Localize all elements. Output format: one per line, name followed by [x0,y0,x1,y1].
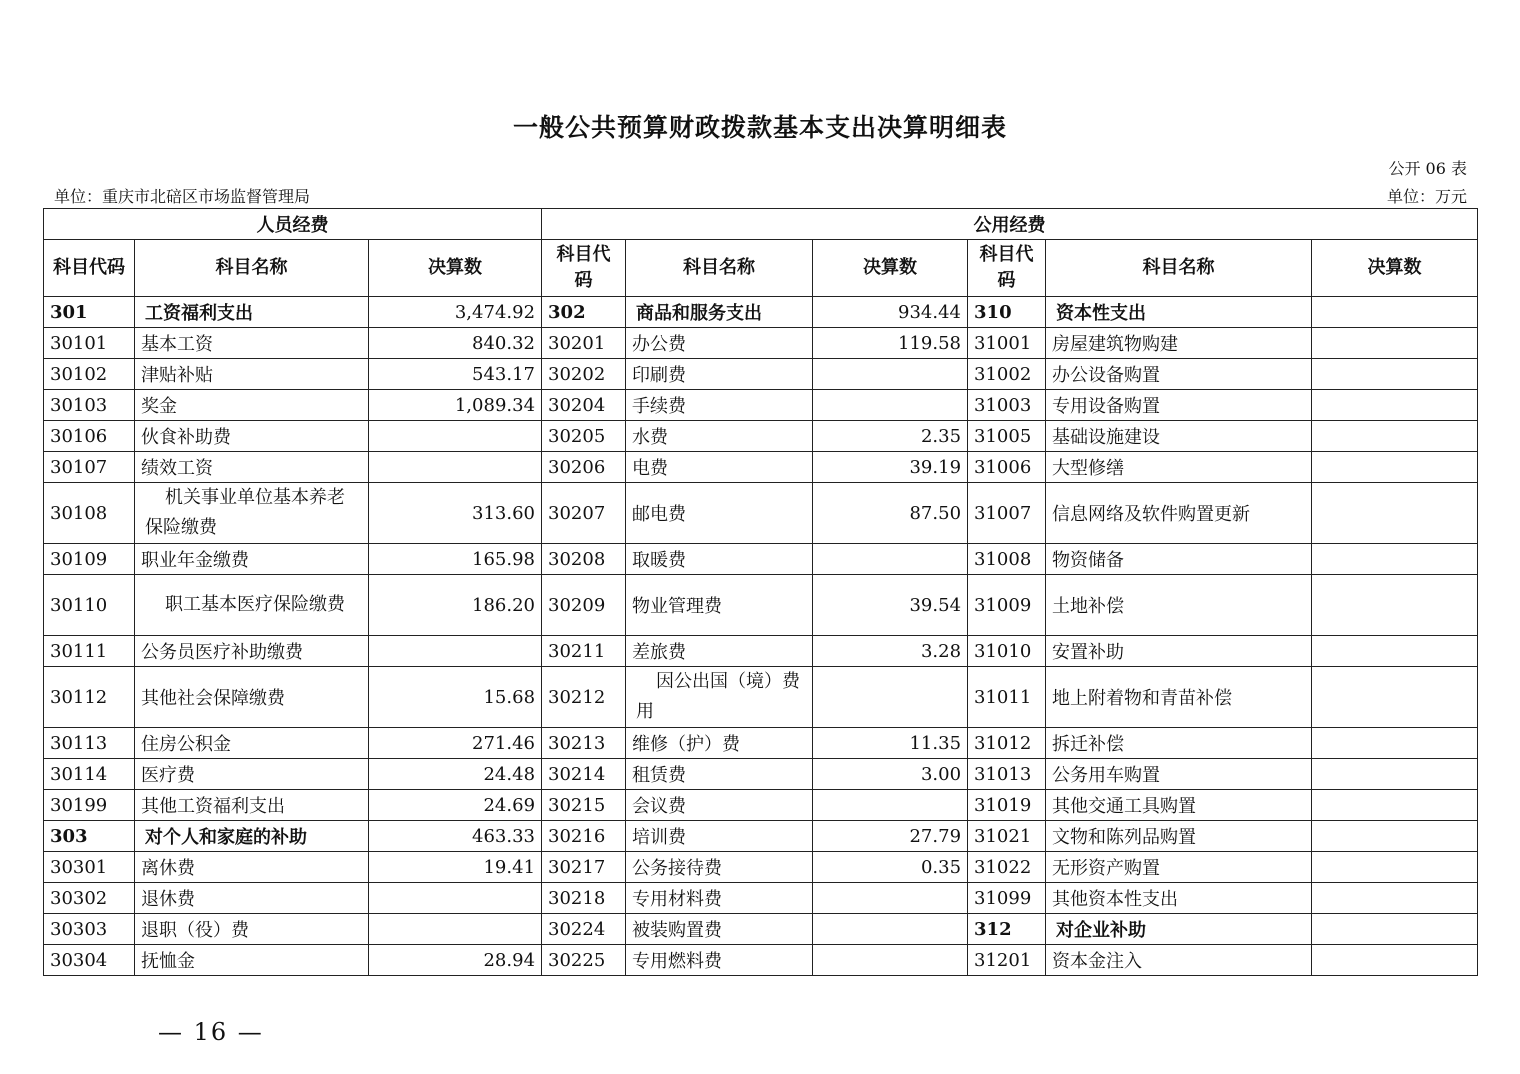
row-name-personnel: 其他社会保障缴费 [135,667,369,728]
row-amount-personnel: 28.94 [369,945,542,976]
row-amount-capital [1312,945,1478,976]
row-name-personnel: 机关事业单位基本养老保险缴费 [135,483,369,544]
row-amount-capital [1312,914,1478,945]
row-name-capital: 信息网络及软件购置更新 [1046,483,1312,544]
table-row [44,297,1478,328]
page-number: — 16 — [158,1018,264,1046]
row-code-personnel: 30114 [44,759,135,790]
row-amount-personnel [369,914,542,945]
row-name-capital: 物资储备 [1046,544,1312,575]
row-name-personnel: 住房公积金 [135,728,369,759]
row-name-goods: 公务接待费 [626,852,813,883]
table-row [44,667,1478,728]
row-code-personnel: 30110 [44,575,135,636]
row-code-personnel: 30301 [44,852,135,883]
row-code-goods: 30204 [542,390,626,421]
row-name-capital: 专用设备购置 [1046,390,1312,421]
row-name-goods: 专用材料费 [626,883,813,914]
row-amount-personnel: 15.68 [369,667,542,728]
row-amount-capital [1312,359,1478,390]
row-amount-goods: 119.58 [813,328,968,359]
row-code-goods: 30212 [542,667,626,728]
row-name-goods: 培训费 [626,821,813,852]
row-name-goods: 手续费 [626,390,813,421]
table-number: 公开 06 表 [1388,159,1467,178]
row-amount-personnel: 313.60 [369,483,542,544]
row-code-goods: 30217 [542,852,626,883]
row-amount-capital [1312,636,1478,667]
row-amount-goods: 27.79 [813,821,968,852]
row-amount-personnel [369,421,542,452]
row-code-personnel: 30102 [44,359,135,390]
col-header-code: 科目代码 [44,240,135,297]
row-code-personnel: 303 [44,821,135,852]
row-amount-personnel: 463.33 [369,821,542,852]
col-header-name: 科目名称 [626,240,813,297]
row-amount-capital [1312,421,1478,452]
row-code-capital: 31012 [968,728,1046,759]
table-row [44,759,1478,790]
row-amount-personnel: 165.98 [369,544,542,575]
reporting-unit: 单位：重庆市北碚区市场监督管理局 [54,187,311,206]
row-code-personnel: 30108 [44,483,135,544]
row-code-goods: 30201 [542,328,626,359]
table-row [44,914,1478,945]
row-name-capital: 基础设施建设 [1046,421,1312,452]
col-header-amount: 决算数 [813,240,968,297]
row-amount-goods [813,914,968,945]
row-amount-capital [1312,759,1478,790]
row-amount-goods [813,359,968,390]
table-row [44,883,1478,914]
row-name-personnel: 职工基本医疗保险缴费 [135,575,369,636]
row-name-capital: 公务用车购置 [1046,759,1312,790]
row-code-personnel: 30303 [44,914,135,945]
row-code-personnel: 30107 [44,452,135,483]
row-code-capital: 31005 [968,421,1046,452]
table-row [44,575,1478,636]
row-code-goods: 30225 [542,945,626,976]
row-code-personnel: 30106 [44,421,135,452]
col-header-code: 科目代码 [968,240,1046,297]
row-name-personnel: 其他工资福利支出 [135,790,369,821]
row-name-personnel: 奖金 [135,390,369,421]
row-amount-goods: 3.28 [813,636,968,667]
row-code-capital: 31010 [968,636,1046,667]
table-row [44,821,1478,852]
row-amount-capital [1312,790,1478,821]
row-name-capital: 安置补助 [1046,636,1312,667]
row-code-capital: 31022 [968,852,1046,883]
row-name-personnel: 职业年金缴费 [135,544,369,575]
row-amount-goods: 39.19 [813,452,968,483]
row-code-goods: 30216 [542,821,626,852]
row-code-goods: 30211 [542,636,626,667]
row-name-goods: 办公费 [626,328,813,359]
row-amount-goods: 934.44 [813,297,968,328]
row-code-personnel: 30112 [44,667,135,728]
table-row [44,852,1478,883]
row-amount-personnel: 186.20 [369,575,542,636]
row-amount-capital [1312,297,1478,328]
row-code-personnel: 30103 [44,390,135,421]
table-row [44,483,1478,544]
row-name-goods: 差旅费 [626,636,813,667]
row-amount-personnel: 271.46 [369,728,542,759]
row-code-personnel: 30113 [44,728,135,759]
row-code-capital: 31019 [968,790,1046,821]
row-amount-capital [1312,728,1478,759]
row-name-personnel: 工资福利支出 [135,297,369,328]
row-amount-capital [1312,544,1478,575]
row-amount-personnel: 24.69 [369,790,542,821]
row-name-goods: 物业管理费 [626,575,813,636]
row-amount-goods: 11.35 [813,728,968,759]
row-amount-capital [1312,575,1478,636]
col-header-amount: 决算数 [1312,240,1478,297]
table-body [44,297,1478,976]
row-amount-goods: 0.35 [813,852,968,883]
row-name-capital: 办公设备购置 [1046,359,1312,390]
table-row [44,390,1478,421]
row-amount-personnel: 19.41 [369,852,542,883]
row-name-personnel: 伙食补助费 [135,421,369,452]
row-code-capital: 31007 [968,483,1046,544]
table-row [44,452,1478,483]
row-code-personnel: 30111 [44,636,135,667]
row-amount-capital [1312,667,1478,728]
row-name-goods: 邮电费 [626,483,813,544]
row-code-capital: 312 [968,914,1046,945]
row-code-goods: 302 [542,297,626,328]
row-name-capital: 拆迁补偿 [1046,728,1312,759]
row-code-personnel: 30109 [44,544,135,575]
row-name-capital: 房屋建筑物购建 [1046,328,1312,359]
row-code-goods: 30206 [542,452,626,483]
row-code-goods: 30214 [542,759,626,790]
row-amount-personnel [369,452,542,483]
row-code-goods: 30207 [542,483,626,544]
table-row [44,359,1478,390]
row-code-capital: 31009 [968,575,1046,636]
row-name-goods: 被装购置费 [626,914,813,945]
table-row [44,945,1478,976]
row-name-capital: 大型修缮 [1046,452,1312,483]
row-name-personnel: 公务员医疗补助缴费 [135,636,369,667]
row-amount-goods: 2.35 [813,421,968,452]
row-amount-personnel: 840.32 [369,328,542,359]
row-code-capital: 31006 [968,452,1046,483]
row-name-personnel: 抚恤金 [135,945,369,976]
row-amount-personnel: 543.17 [369,359,542,390]
row-amount-personnel [369,883,542,914]
row-code-personnel: 30199 [44,790,135,821]
table-row [44,544,1478,575]
row-name-personnel: 绩效工资 [135,452,369,483]
row-amount-capital [1312,390,1478,421]
row-code-personnel: 30304 [44,945,135,976]
row-code-capital: 31002 [968,359,1046,390]
row-name-goods: 取暖费 [626,544,813,575]
row-amount-capital [1312,483,1478,544]
row-name-goods: 因公出国（境）费用 [626,667,813,728]
row-code-capital: 31201 [968,945,1046,976]
row-amount-goods: 87.50 [813,483,968,544]
row-code-capital: 310 [968,297,1046,328]
row-name-personnel: 离休费 [135,852,369,883]
row-name-personnel: 对个人和家庭的补助 [135,821,369,852]
row-code-personnel: 30101 [44,328,135,359]
table-row [44,328,1478,359]
row-code-capital: 31013 [968,759,1046,790]
row-amount-personnel: 3,474.92 [369,297,542,328]
row-name-personnel: 退职（役）费 [135,914,369,945]
row-code-goods: 30215 [542,790,626,821]
row-code-goods: 30202 [542,359,626,390]
row-amount-goods [813,883,968,914]
currency-unit: 单位：万元 [1386,187,1467,206]
row-name-goods: 商品和服务支出 [626,297,813,328]
row-code-goods: 30208 [542,544,626,575]
row-code-capital: 31008 [968,544,1046,575]
table-row [44,790,1478,821]
col-header-amount: 决算数 [369,240,542,297]
row-amount-goods [813,667,968,728]
row-name-goods: 印刷费 [626,359,813,390]
row-amount-goods [813,945,968,976]
row-amount-goods [813,544,968,575]
row-name-goods: 水费 [626,421,813,452]
expenditure-table [43,208,1478,976]
row-amount-personnel [369,636,542,667]
table-row [44,421,1478,452]
row-code-goods: 30218 [542,883,626,914]
col-header-name: 科目名称 [135,240,369,297]
row-name-capital: 对企业补助 [1046,914,1312,945]
row-amount-capital [1312,852,1478,883]
row-name-capital: 土地补偿 [1046,575,1312,636]
row-amount-capital [1312,883,1478,914]
row-code-personnel: 301 [44,297,135,328]
row-name-personnel: 退休费 [135,883,369,914]
row-code-capital: 31003 [968,390,1046,421]
row-code-goods: 30205 [542,421,626,452]
page-title: 一般公共预算财政拨款基本支出决算明细表 [512,113,1007,142]
group-header-personnel: 人员经费 [44,209,542,240]
row-code-personnel: 30302 [44,883,135,914]
row-name-capital: 资本性支出 [1046,297,1312,328]
row-code-goods: 30213 [542,728,626,759]
row-code-capital: 31011 [968,667,1046,728]
row-amount-capital [1312,452,1478,483]
row-name-personnel: 医疗费 [135,759,369,790]
row-name-goods: 会议费 [626,790,813,821]
row-name-goods: 租赁费 [626,759,813,790]
row-amount-personnel: 1,089.34 [369,390,542,421]
row-amount-goods: 39.54 [813,575,968,636]
row-code-capital: 31099 [968,883,1046,914]
row-name-capital: 其他交通工具购置 [1046,790,1312,821]
row-name-capital: 其他资本性支出 [1046,883,1312,914]
row-name-goods: 维修（护）费 [626,728,813,759]
row-amount-capital [1312,821,1478,852]
group-header-public: 公用经费 [542,209,1478,240]
row-name-capital: 文物和陈列品购置 [1046,821,1312,852]
row-amount-capital [1312,328,1478,359]
row-amount-goods [813,790,968,821]
row-amount-personnel: 24.48 [369,759,542,790]
table-row [44,636,1478,667]
row-name-capital: 资本金注入 [1046,945,1312,976]
row-name-personnel: 津贴补贴 [135,359,369,390]
row-name-capital: 无形资产购置 [1046,852,1312,883]
col-header-name: 科目名称 [1046,240,1312,297]
row-name-capital: 地上附着物和青苗补偿 [1046,667,1312,728]
col-header-code: 科目代码 [542,240,626,297]
row-code-goods: 30209 [542,575,626,636]
row-code-capital: 31001 [968,328,1046,359]
row-amount-goods [813,390,968,421]
row-name-goods: 专用燃料费 [626,945,813,976]
row-code-goods: 30224 [542,914,626,945]
row-name-personnel: 基本工资 [135,328,369,359]
row-code-capital: 31021 [968,821,1046,852]
row-name-goods: 电费 [626,452,813,483]
table-row [44,728,1478,759]
row-amount-goods: 3.00 [813,759,968,790]
